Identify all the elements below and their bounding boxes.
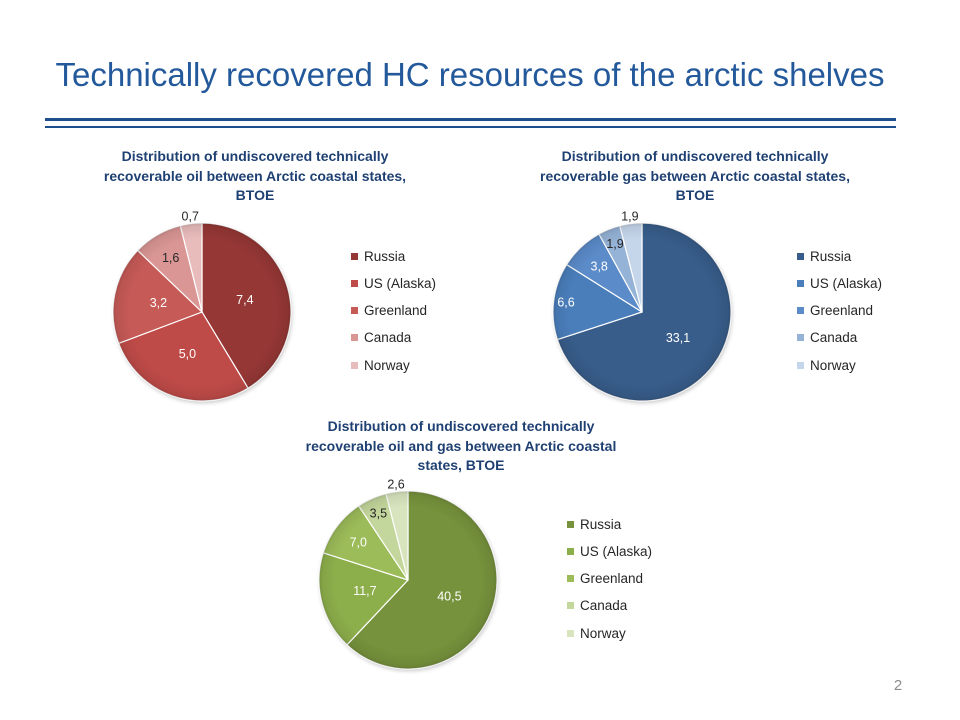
gas-legend-label-norway: Norway (810, 357, 856, 373)
oil-gas-legend-label-russia: Russia (580, 516, 622, 532)
title-rule-thick (45, 118, 896, 121)
gas-legend-swatch-us-alaska (797, 280, 804, 287)
gas-data-label-canada: 1,9 (606, 237, 624, 252)
oil-gas-data-label-us-alaska: 11,7 (353, 584, 377, 599)
oil-gas-legend-item-norway (567, 625, 677, 652)
oil-legend (351, 248, 461, 384)
oil-chart-title: Distribution of undiscovered technically recoverable oil between Arctic coastal states, BTOE (103, 148, 407, 203)
gas-data-label-norway: 1,9 (621, 209, 639, 224)
oil-gas-legend-item-us-alaska (567, 543, 677, 570)
oil-gas-legend-item-canada (567, 597, 677, 624)
oil-data-label-greenland: 3,2 (149, 296, 168, 311)
oil-gas-legend-swatch-norway (567, 630, 574, 637)
oil-gas-legend-swatch-russia (567, 521, 574, 528)
oil-gas-legend-swatch-greenland (567, 575, 574, 582)
gas-pie-chart (522, 192, 762, 432)
oil-data-label-us-alaska: 5,0 (178, 347, 197, 362)
oil-legend-swatch-us-alaska (351, 280, 358, 287)
oil-gas-data-label-russia: 40,5 (437, 589, 462, 604)
oil-gas-pie-chart (288, 460, 528, 700)
gas-legend-label-russia: Russia (810, 248, 852, 264)
slide-title: Technically recovered HC resources of the arctic shelves (55, 56, 885, 93)
gas-legend-item-norway (797, 357, 907, 384)
gas-pie-shading (553, 223, 731, 401)
gas-legend-swatch-norway (797, 362, 804, 369)
oil-legend-label-canada: Canada (364, 330, 412, 346)
oil-legend-item-canada (351, 329, 461, 356)
gas-legend-swatch-canada (797, 334, 804, 341)
oil-legend-swatch-canada (351, 334, 358, 341)
oil-gas-pie-shading (319, 491, 497, 669)
oil-gas-data-label-norway: 2,6 (387, 477, 405, 492)
gas-legend-swatch-russia (797, 253, 804, 260)
oil-legend-item-russia (351, 248, 461, 275)
gas-legend (797, 248, 907, 384)
oil-legend-label-us-alaska: US (Alaska) (364, 275, 437, 291)
oil-gas-legend-label-greenland: Greenland (580, 571, 644, 586)
oil-gas-legend (567, 516, 677, 652)
gas-legend-item-us-alaska (797, 275, 907, 302)
gas-data-label-greenland: 3,8 (590, 259, 608, 274)
oil-data-label-russia: 7,4 (236, 293, 254, 308)
oil-data-label-norway: 0,7 (181, 209, 199, 224)
gas-legend-item-greenland (797, 302, 907, 329)
oil-legend-swatch-norway (351, 362, 358, 369)
oil-legend-label-russia: Russia (364, 248, 406, 264)
oil-pie-shading (113, 223, 291, 401)
oil-legend-swatch-greenland (351, 307, 358, 314)
oil-gas-data-label-canada: 3,5 (369, 506, 388, 521)
oil-gas-legend-label-canada: Canada (580, 598, 628, 614)
gas-chart-title: Distribution of undiscovered technically recoverable gas between Arctic coastal states, BTOE (540, 148, 850, 203)
title-rule-thin (45, 126, 896, 128)
gas-legend-swatch-greenland (797, 307, 804, 314)
oil-gas-legend-swatch-canada (567, 602, 574, 609)
oil-gas-legend-item-russia (567, 516, 677, 543)
gas-legend-item-russia (797, 248, 907, 275)
oil-data-label-canada: 1,6 (161, 251, 180, 266)
oil-legend-swatch-russia (351, 253, 358, 260)
oil-gas-data-label-greenland: 7,0 (349, 535, 367, 550)
oil-gas-legend-swatch-us-alaska (567, 548, 574, 555)
oil-pie-chart (82, 192, 322, 432)
gas-legend-item-canada (797, 329, 907, 356)
oil-gas-legend-label-norway: Norway (580, 625, 626, 641)
oil-legend-label-greenland: Greenland (364, 303, 428, 318)
gas-data-label-russia: 33,1 (665, 331, 691, 346)
oil-legend-item-greenland (351, 302, 461, 329)
gas-data-label-us-alaska: 6,6 (557, 295, 575, 310)
oil-legend-item-us-alaska (351, 275, 461, 302)
gas-legend-label-canada: Canada (810, 330, 858, 346)
gas-legend-label-us-alaska: US (Alaska) (810, 275, 883, 291)
oil-legend-label-norway: Norway (364, 357, 410, 373)
oil-gas-legend-item-greenland (567, 570, 677, 597)
gas-legend-label-greenland: Greenland (810, 303, 874, 318)
page-number: 2 (893, 677, 903, 694)
oil-gas-chart-title: Distribution of undiscovered technically recoverable oil and gas between Arctic coastal states, BTOE (305, 418, 617, 473)
oil-legend-item-norway (351, 357, 461, 384)
oil-gas-legend-label-us-alaska: US (Alaska) (580, 543, 653, 559)
